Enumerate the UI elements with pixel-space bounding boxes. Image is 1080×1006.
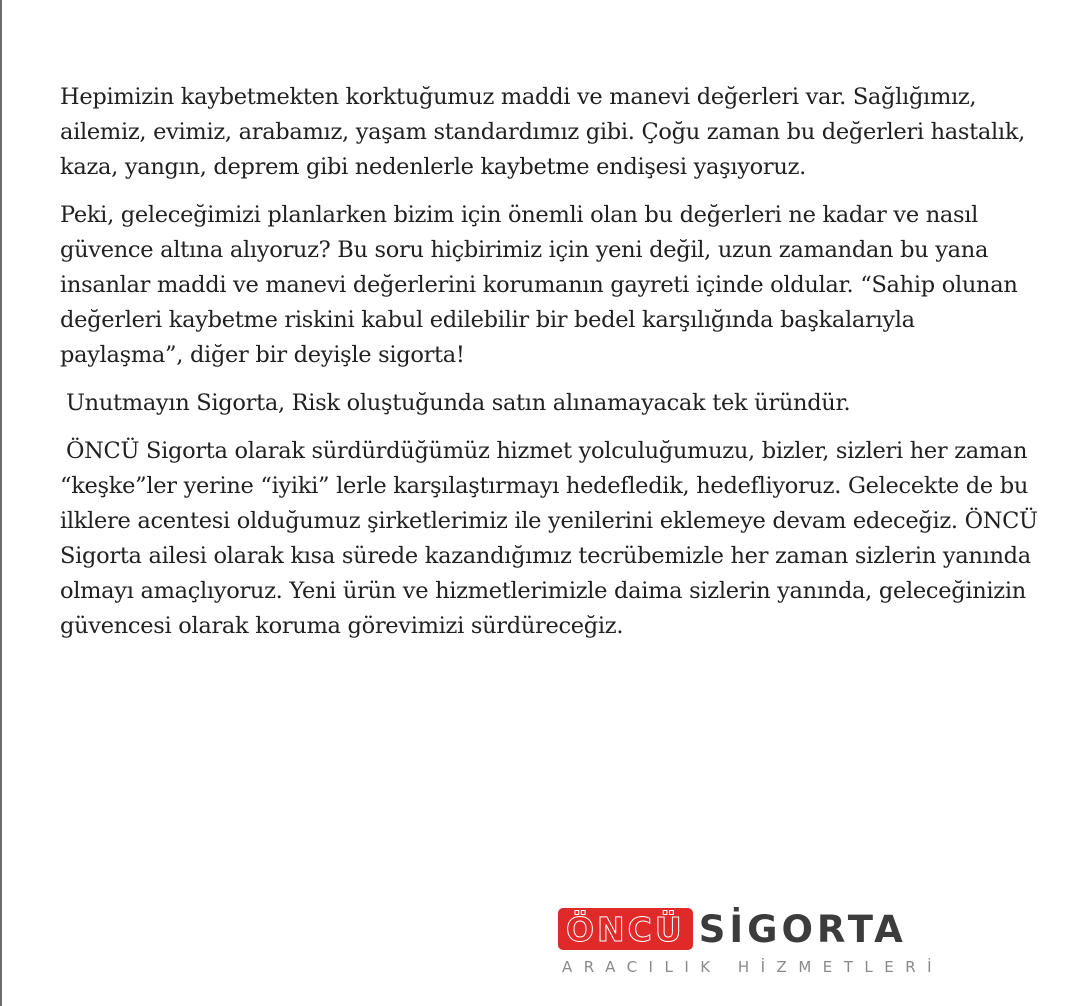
paragraph-mission: ÖNCÜ Sigorta olarak sürdürdüğümüz hizmet yolculuğumuzu, bizler, sizleri her zaman “keşke”ler yerine “iyiki” lerle karşılaştırmayı hedefledik, hedefliyoruz. Gelecekte de bu ilklere acentesi olduğumuz şirketlerimiz ile yenilerini eklemeye devam edeceğiz. ÖNCÜ Sigorta ailesi olarak kısa sürede kazandığımız tecrübemizle her zaman sizlerin yanında olmayı amaçlıyoruz. Yeni ürün ve hizmetlerimizle daima sizlerin yanında, geleceğinizin güvencesi olarak koruma görevimizi sürdüreceğiz. [60,438,1038,639]
logo-brand-box [558,908,693,950]
logo-brand-text: ÖNCÜ [566,909,685,949]
paragraph-intro: Hepimizin kaybetmekten korktuğumuz maddi ve manevi değerleri var. Sağlığımız, ailemiz, evimiz, arabamız, yaşam standardımız gibi. Çoğu zaman bu değerleri hastalık, kaza, yangın, deprem gibi nedenlerle kaybetme endişesi yaşıyoruz. [60,84,1026,180]
company-logo [558,906,958,986]
paragraph-question: Peki, geleceğimizi planlarken bizim için önemli olan bu değerleri ne kadar ve nasıl güvence altına alıyoruz? Bu soru hiçbirimiz için yeni değil, uzun zamandan bu yana insanlar maddi ve manevi değerlerini korumanın gayreti içinde oldular. “Sahip olunan değerleri kaybetme riskini kabul edilebilir bir bedel karşılığında başkalarıyla paylaşma”, diğer bir deyişle sigorta! [60,202,1018,368]
paragraph-reminder: Unutmayın Sigorta, Risk oluştuğunda satın alınamayacak tek üründür. [66,390,851,416]
logo-tagline: ARACILIK HİZMETLERİ [562,958,944,976]
letter-body [60,80,1040,657]
logo-wordmark [558,906,907,952]
logo-name-text: SİGORTA [698,907,907,951]
